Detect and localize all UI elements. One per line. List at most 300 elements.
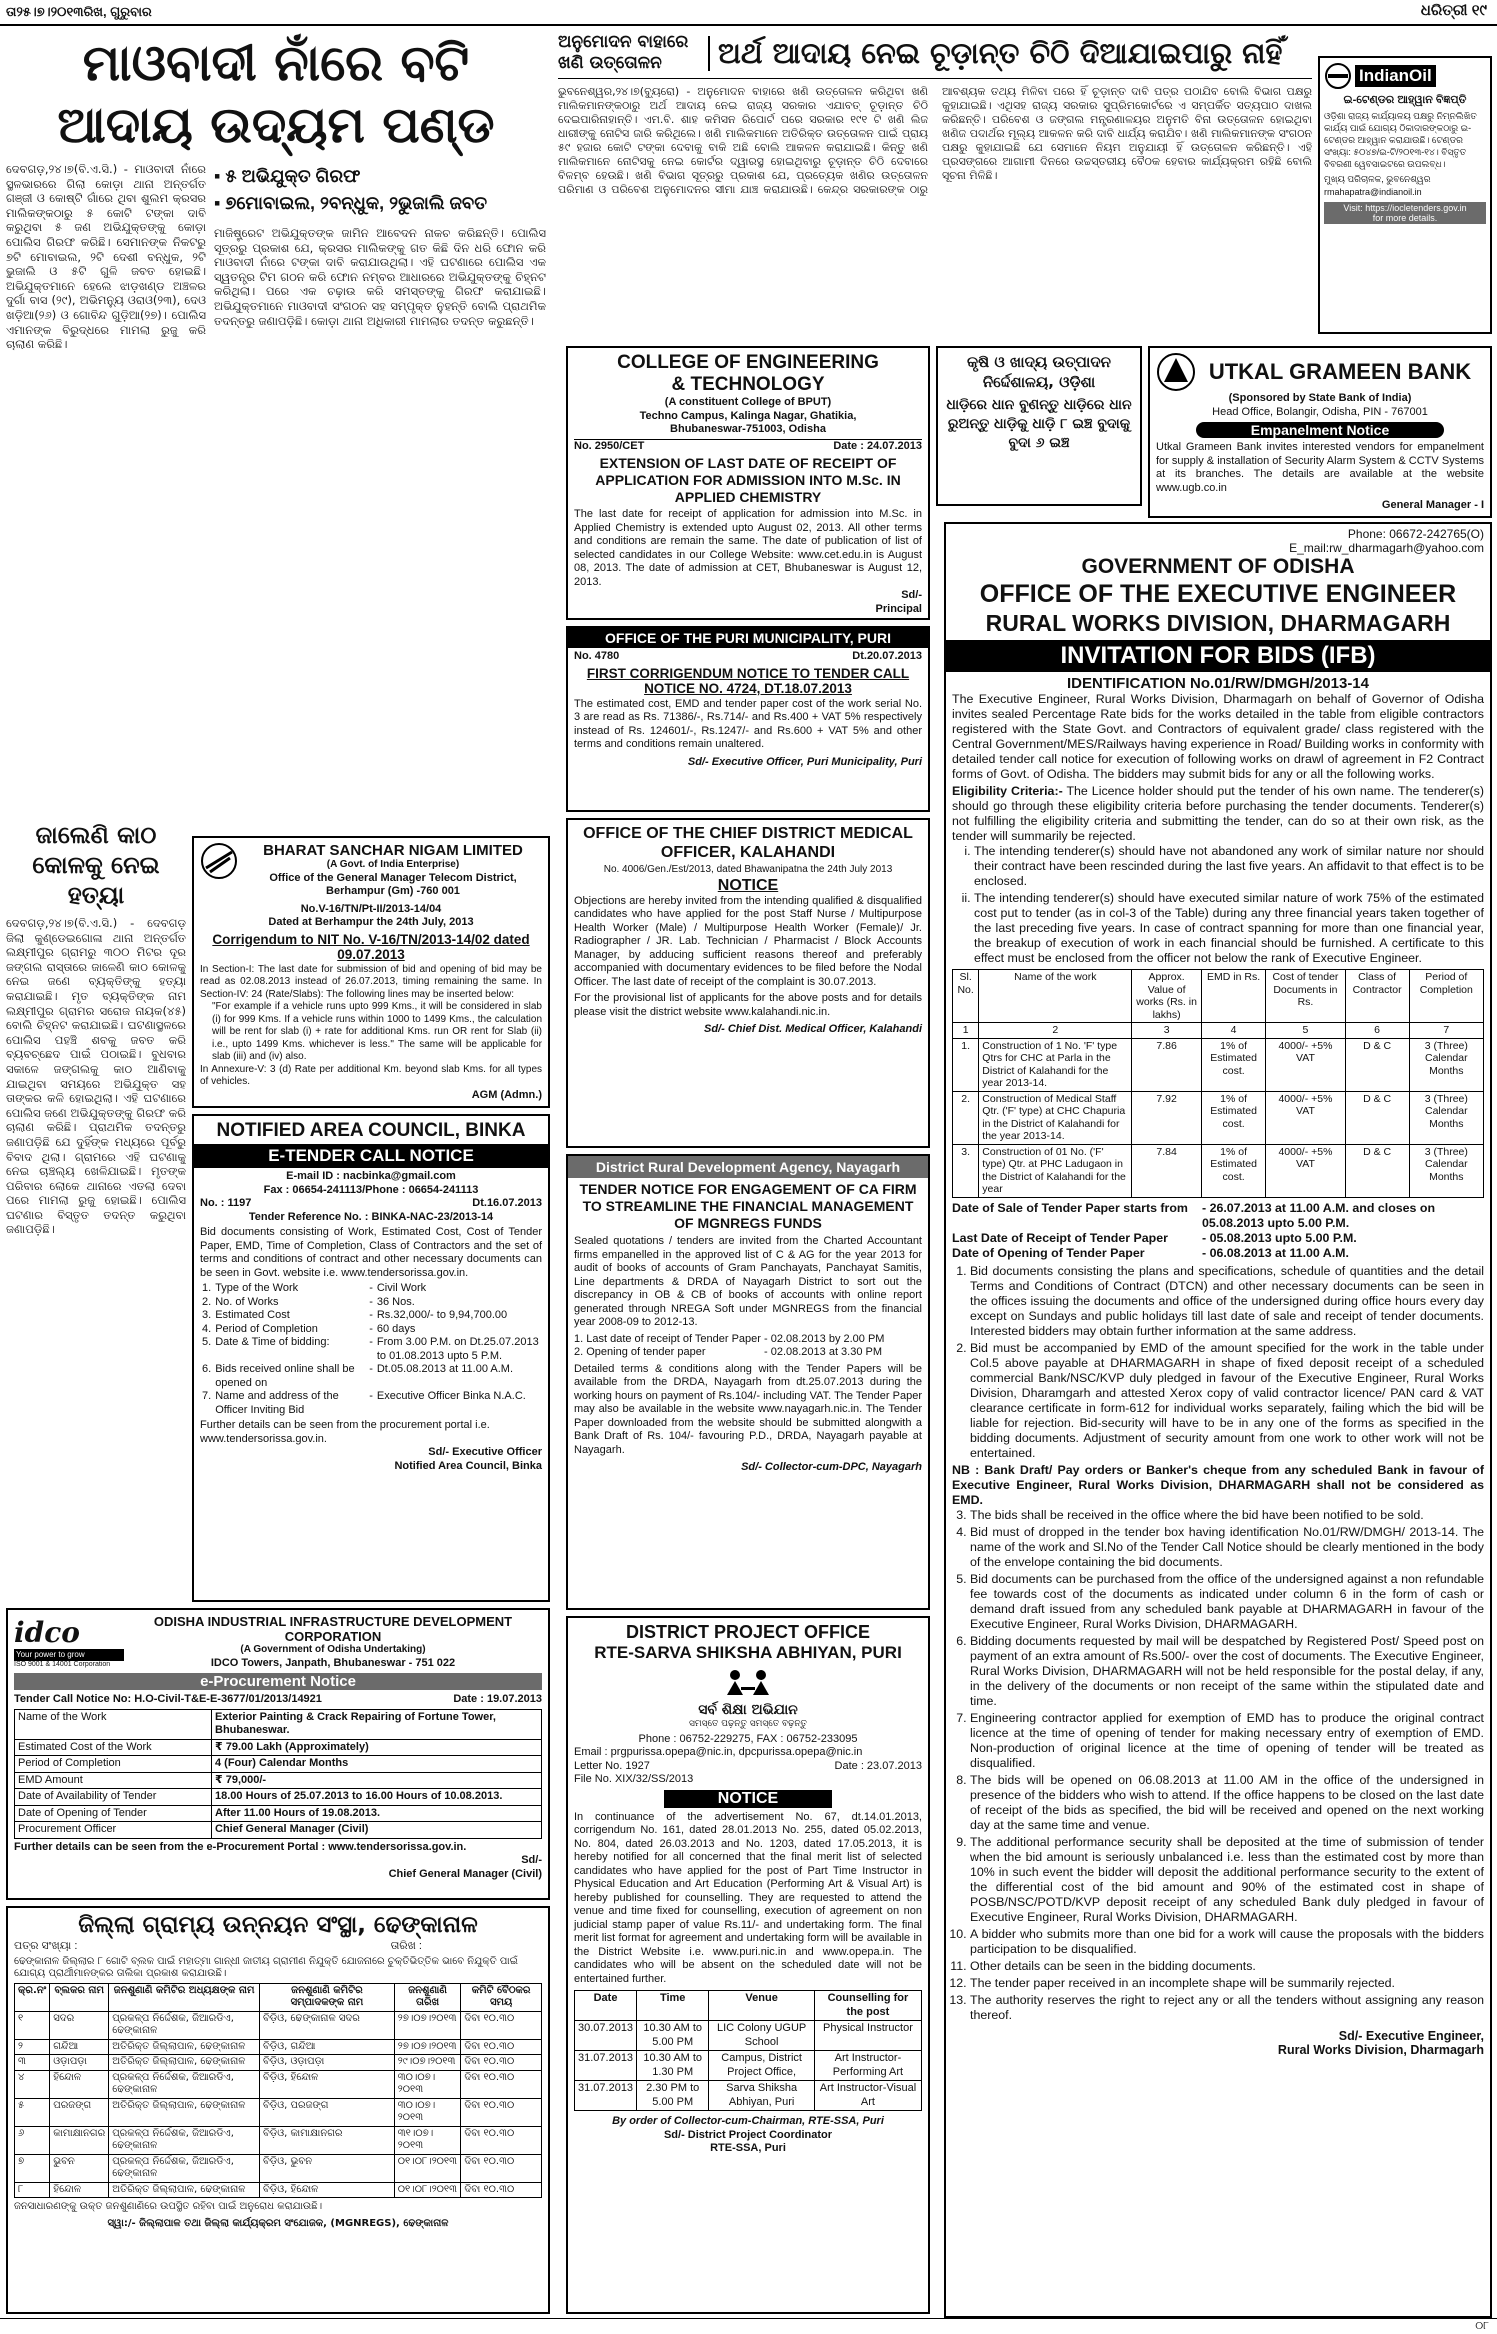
puri-muni-headline: FIRST CORRIGENDUM NOTICE TO TENDER CALL NOTICE NO. 4724, DT.18.07.2013 bbox=[586, 665, 910, 696]
idco-logo bbox=[14, 1616, 124, 1669]
bsnl-title: BHARAT SANCHAR NIGAM LIMITED bbox=[263, 842, 523, 859]
ssa-cell: 10.30 AM to 1.30 PM bbox=[637, 2051, 709, 2081]
binka-row-sep: - bbox=[369, 1363, 373, 1375]
rwd-cell: D & C bbox=[1345, 1144, 1409, 1197]
ssa-logo-icon bbox=[721, 1667, 775, 1697]
ssa-row bbox=[575, 2051, 922, 2081]
dhenkanal-cell: ଅତିରିକ୍ତ ଜିଲ୍ଲାପାଳ, ଢେଙ୍କାନାଳ bbox=[109, 2098, 260, 2126]
idco-row-value: ₹ 79.00 Lakh (Approximately) bbox=[212, 1739, 542, 1756]
rwd-cell: 2. bbox=[953, 1091, 979, 1144]
binka-row-label: Name and address of the Officer Inviting Bid bbox=[215, 1390, 339, 1416]
bsnl-body-1: In Section-I: The last date for submission of bid and opening of bid may be read as 02.08.2013 instead of 26.07.2013, timing remaining the same. In Section-IV: 24 (Rate/Slabs): The following lines may be inserted below: bbox=[200, 963, 542, 1000]
rwd-cell: 1. bbox=[953, 1038, 979, 1091]
bsnl-body-2: "For example if a vehicle runs upto 999 Kms., it will be considered in slab (i) for 999 Kms. If a vehicle runs within 1000 to 1499 Kms., the calculation will be rent for slab (i) + rate for additional Kms. run OR rent for Slab (ii) i.e., upto 1499 Kms. whichever is less." The same will be applicable for slab (iii) and (iv) also. bbox=[212, 1001, 542, 1062]
idco-row-value: After 11.00 Hours of 19.08.2013. bbox=[212, 1805, 542, 1822]
ssa-title-2: RTE-SARVA SHIKSHA ABHIYAN, PURI bbox=[594, 1643, 902, 1662]
ssa-date: Date : 23.07.2013 bbox=[834, 1759, 922, 1772]
dhenkanal-col-header: ବ୍ଲକର ନାମ bbox=[50, 1983, 109, 2011]
drda-item-2-value: - 02.08.2013 at 3.30 PM bbox=[764, 1346, 883, 1358]
dhenkanal-col-header: କ୍ର.ନଂ bbox=[15, 1983, 50, 2011]
rwd-table bbox=[952, 969, 1484, 1198]
binka-row-value: Civil Work bbox=[376, 1282, 427, 1294]
cdmo-notice bbox=[566, 818, 930, 1148]
lead-headline-2: ଆଦାୟ ଉଦ୍ୟମ ପଣ୍ଡ bbox=[57, 96, 495, 154]
ssa-cell: Physical Instructor bbox=[814, 2021, 921, 2051]
rwd-opening-label: Date of Opening of Tender Paper bbox=[952, 1245, 1145, 1260]
dhenkanal-cell: ଗନ୍ଦିଆ bbox=[50, 2039, 109, 2055]
binka-sign-1: Sd/- Executive Officer bbox=[428, 1446, 542, 1458]
dhenkanal-cell: ସଦର bbox=[50, 2011, 109, 2039]
indianoil-brand: IndianOil bbox=[1355, 65, 1436, 87]
puri-muni-body: The estimated cost, EMD and tender paper cost of the work serial No. 3 are read as Rs. 71386/-, Rs.714/- and Rs.400 + VAT 5% respectively instead of Rs. 124601/-, Rs.1247/- and Rs.600 + VAT 5% and other terms and conditions remain unaltered. bbox=[574, 697, 922, 750]
lead-para-1: ଦେବଗଡ଼,୨୪।୭(ବି.ଏ.ସି.) - ମାଓବାଦୀ ନାଁରେ ସ୍ଥଳଭାରରେ ଗିଲା କୋଡ଼ା ଥାନା ଅନ୍ତର୍ଗତ ଗଞ୍ଜୀ ଓ କୋଷ୍ଟି ଗାଁରେ ଥିବା ଶୁଲମ କ୍ରସର ମାଲିକଙ୍କଠାରୁ ୫ କୋଟି ଟଙ୍କା ଦାବି କରୁଥିବା ୫ ଜଣ ଅଭିଯୁକ୍ତଙ୍କୁ କୋଡ଼ା ପୋଲିସ ଗିରଫ କରିଛି। ସେମାନଙ୍କ ନିକଟରୁ ୭ଟି ମୋବାଇଲ, ୨ଟି ଦେଶୀ ବନ୍ଧୁକ, ୨ଟି ଭୁଜାଲି ଓ ୫ଟି ଗୁଳି ଜବତ ହୋଇଛି। ଅଭିଯୁକ୍ତମାନେ ହେଲେ ଝାଡ଼ଖଣ୍ଡ ଅଞ୍ଚଳର ଦୁର୍ଗା ବାସ (୨୯), ଅଭିମନ୍ୟୁ ଓରାଓ(୨୩), ଦେଓ ଖଡ଼ିଆ(୨୬) ଓ ଗୋବିନ୍ଦ ଗୁଡ଼ିଆ(୨୭)। ପୋଲିସ ଏମାନଙ୍କ ବିରୁଦ୍ଧରେ ମାମଲା ରୁଜୁ କରି ଚାଲାଣ କରିଛି। bbox=[6, 162, 206, 352]
binka-row-sep: - bbox=[369, 1390, 373, 1402]
dhenkanal-cell: ୪ bbox=[15, 2070, 50, 2098]
dhenkanal-cell: ୧ bbox=[15, 2011, 50, 2039]
idco-row bbox=[15, 1805, 542, 1822]
idco-table bbox=[14, 1709, 542, 1839]
bsnl-notice bbox=[192, 836, 550, 1108]
dhenkanal-cell: ହିନ୍ଦୋଳ bbox=[50, 2182, 109, 2198]
dhenkanal-cell: ୨୭।୦୭।୨୦୧୩ bbox=[394, 2011, 461, 2039]
dhenkanal-cell: ବିଡ଼ିଓ, ହିନ୍ଦୋଳ bbox=[260, 2182, 395, 2198]
binka-row-label: Estimated Cost bbox=[215, 1309, 290, 1321]
binka-no: No. : 1197 bbox=[200, 1197, 252, 1209]
idco-address: IDCO Towers, Janpath, Bhubaneswar - 751 022 bbox=[210, 1656, 456, 1669]
binka-row-label: Bids received online shall be opened on bbox=[215, 1363, 355, 1389]
binka-row bbox=[200, 1323, 542, 1337]
drda-body: Sealed quotations / tenders are invited from the Charted Accountant firms empanelled in the approved list of C & AG for the year 2013 for audit of books of accounts of Gram Panchayats, Panchayat Samitis, Line departments & DRDA of Nayagarh District to sort out the discrepancy in OB & CB of books of accounts with online report generated through NREGA Soft under MGNREGS from the financial year 2008-09 to 2012-13. bbox=[574, 1235, 922, 1328]
ssa-footer-1: By order of Collector-cum-Chairman, RTE-SSA, Puri bbox=[612, 2115, 884, 2127]
dhenkanal-cell: ଭୁବନ bbox=[50, 2154, 109, 2182]
dhenkanal-cell: ୨ bbox=[15, 2039, 50, 2055]
second-headline: ଜାଲେଣି କାଠ କୋଳକୁ ନେଇ ହତ୍ୟା bbox=[32, 821, 160, 909]
idco-sign-1: Sd/- bbox=[521, 1854, 542, 1866]
puri-muni-title: OFFICE OF THE PURI MUNICIPALITY, PURI bbox=[568, 628, 928, 648]
date-line: ତା୨୫।୭।୨୦୧୩ରିଖ, ଗୁରୁବାର bbox=[6, 4, 152, 19]
idco-row-label: Period of Completion bbox=[15, 1756, 212, 1773]
drda-headline: TENDER NOTICE FOR ENGAGEMENT OF CA FIRM TO STREAMLINE THE FINANCIAL MANAGEMENT OF MGNREGS FUNDS bbox=[579, 1181, 917, 1231]
rwd-ident: IDENTIFICATION No.01/RW/DMGH/2013-14 bbox=[1067, 675, 1369, 692]
idco-row bbox=[15, 1772, 542, 1789]
dhenkanal-intro: ଢେଙ୍କାନାଳ ଜିଲ୍ଲାର ୮ ଗୋଟି ବ୍ଲକ ପାଇଁ ମହାତ୍ମା ଗାନ୍ଧୀ ଜାତୀୟ ଗ୍ରାମୀଣ ନିଯୁକ୍ତି ଯୋଜନାରେ ଚୁକ୍ତିଭିତ୍ତିକ ଭାବେ ନିଯୁକ୍ତି ପାଇଁ ଯୋଗ୍ୟ ପ୍ରାର୍ଥୀମାନଙ୍କର ତାଲିକା ପ୍ରକାଶ କରାଯାଉଛି। bbox=[14, 1955, 518, 1979]
binka-row-num: 1. bbox=[202, 1282, 212, 1294]
ssa-body: In continuance of the advertisement No. 67, dt.14.01.2013, corrigendum No. 161, dated 28.01.2013 No. 255, dated 05.02.2013, No. 804, dated 26.03.2013 and No. 1203, dated 17.05.2013, it is hereby notified for all concerned that the final merit list of selected candidates who have applied for the post of Part Time Instructor in Physical Education and Art Education (Performing Art & Visual Art) is hereby published for counselling. They are requested to attend the venue and time fixed for counselling, execution of agreement on non judicial stamp paper of value Rs.11/- and undertaking form. The final merit list format for agreement and undertaking form will be available in the District Website i.e. www.puri.nic.in and www.opepa.in. The candidates who will be absent on the scheduled date will not be entertained further. bbox=[574, 1810, 922, 1985]
rwd-receipt-value: - 05.08.2013 upto 5.00 P.M. bbox=[1202, 1230, 1357, 1245]
ssa-col-header: Venue bbox=[709, 1991, 815, 2021]
rwd-cell: 1% of Estimated cost. bbox=[1201, 1091, 1265, 1144]
idco-footer: Further details can be seen from the e-Procurement Portal : www.tendersorissa.gov.in. bbox=[14, 1840, 467, 1853]
dhenkanal-cell: ଦିବା ୧୦.୩୦ bbox=[461, 2182, 542, 2198]
ssa-phone: Phone : 06752-229275, FAX : 06752-233095 bbox=[638, 1732, 858, 1745]
binka-row-value: 60 days bbox=[376, 1322, 416, 1335]
ssa-file: File No. XIX/32/SS/2013 bbox=[574, 1773, 694, 1785]
binka-row-sep: - bbox=[369, 1295, 373, 1308]
idco-row-value: ₹ 79,000/- bbox=[212, 1772, 542, 1789]
ssa-col-header: Time bbox=[637, 1991, 709, 2021]
cet-address-1: Techno Campus, Kalinga Nagar, Ghatikia, bbox=[639, 409, 857, 422]
dhenkanal-cell: ୩୦।୦୭।୨୦୧୩ bbox=[394, 2098, 461, 2126]
dhenkanal-date: ତାରିଖ : bbox=[390, 1940, 422, 1952]
drda-item-2: 2. Opening of tender paper bbox=[574, 1346, 706, 1358]
binka-date: Dt.16.07.2013 bbox=[472, 1197, 542, 1209]
idco-row-label: Procurement Officer bbox=[15, 1822, 212, 1839]
rwd-condition: 5. Bid documents can be purchased from the office of the undersigned against a non refundable fee towards cost of the documents as indicated under column 6 in the form of cash or demand draft issued from any scheduled bank payable at DHARMAGARH in favour of the Executive Engineer, Rural Works Division, DHARMAGARH. bbox=[970, 1572, 1484, 1632]
ssa-notice-label: NOTICE bbox=[664, 1790, 832, 1808]
idco-title: ODISHA INDUSTRIAL INFRASTRUCTURE DEVELOPMENT CORPORATION bbox=[153, 1614, 513, 1644]
indianoil-contact: ମୁଖ୍ୟ ପରିଚାଳକ, ଭୁବନେଶ୍ୱର bbox=[1324, 174, 1431, 184]
drda-body-2: Detailed terms & conditions along with the Tender Papers will be available from the DRDA, Nayagarh from dt.25.07.2013 during the working hours on payment of Rs.104/- including VAT. The Tender Paper may also be available in the website www.nayagarh.nic.in. The Tender Paper downloaded from the website should be submitted alongwith a Bank Draft of Rs. 104/- favouring P.D., DRDA, Nayagarh payable at Nayagarh. bbox=[574, 1362, 922, 1456]
cet-body: The last date for receipt of application for admission into M.Sc. in Applied Chemistry is extended upto August 02, 2013. All other terms and conditions are remain the same. The date of publication of list of selected candidates in our College Website: www.cet.edu.in is August 08, 2013. The date of admission at CET, Bhubaneswar is August 12, 2013. bbox=[574, 508, 922, 588]
indianoil-logo-icon bbox=[1324, 62, 1352, 90]
binka-row-num: 7. bbox=[202, 1390, 212, 1402]
ugb-notice-label: Empanelment Notice bbox=[1196, 422, 1444, 438]
dhenkanal-cell: ଦିବା ୧୦.୩୦ bbox=[461, 2039, 542, 2055]
ssa-footer-3: RTE-SSA, Puri bbox=[710, 2142, 786, 2154]
idco-date: Date : 19.07.2013 bbox=[453, 1693, 542, 1705]
lead-para-2: ମାଜିଷ୍ଟ୍ରେଟ ଅଭିଯୁକ୍ତଙ୍କ ଜାମିନ ଆବେଦନ ନାକଚ କରିଛନ୍ତି। ପୋଲିସ ସୂତ୍ରରୁ ପ୍ରକାଶ ଯେ, କ୍ରସର ମାଲିକଙ୍କୁ ଗତ କିଛି ଦିନ ଧରି ଫୋନ କରି ମାଓବାଦୀ ନାଁରେ ଟଙ୍କା ଦାବି କରାଯାଉଥିଲା। ଏହି ଘଟଣାରେ ପୋଲିସ ଏକ ସ୍ୱତନ୍ତ୍ର ଟିମ ଗଠନ କରି ଫୋନ ନମ୍ବର ଆଧାରରେ ଅଭିଯୁକ୍ତଙ୍କୁ ଚିହ୍ନଟ କରିଥିଲା। ପରେ ଏକ ଚଢ଼ାଉ କରି ସମସ୍ତଙ୍କୁ ଗିରଫ କରାଯାଇଛି। ଅଭିଯୁକ୍ତମାନେ ମାଓବାଦୀ ସଂଗଠନ ସହ ସମ୍ପୃକ୍ତ ନୁହନ୍ତି ବୋଲି ପ୍ରାଥମିକ ତଦନ୍ତରୁ ଜଣାପଡ଼ିଛି। କୋଡ଼ା ଥାନା ଅଧିକାରୀ ମାମଲାର ତଦନ୍ତ କରୁଛନ୍ତି। bbox=[214, 226, 546, 328]
rwd-col-number: 5 bbox=[1266, 1023, 1345, 1039]
rwd-condition: 10. A bidder who submits more than one bid for a work will cause the proposals with the bidders participation to be disqualified. bbox=[970, 1927, 1484, 1957]
rwd-condition: 8. The bids will be opened on 06.08.2013 at 11.00 AM in the office of the undersigned in presence of the bidders who wish to attend. If the office happens to be closed on the last date of receipt of the bids as specified, the bid will be received and opened on the next working day at the same time and venue. bbox=[970, 1773, 1484, 1833]
rwd-cell: Construction of 01 No. ('F' type) Qtr. at PHC Ladugaon in the District of Kalahandi for the year bbox=[979, 1144, 1132, 1197]
indianoil-visit bbox=[1324, 202, 1486, 224]
drda-title: District Rural Development Agency, Nayagarh bbox=[568, 1156, 928, 1178]
bsnl-ref: No.V-16/TN/Pt-II/2013-14/04 bbox=[300, 902, 442, 915]
rwd-cell: 7.84 bbox=[1132, 1144, 1202, 1197]
dhenkanal-cell: ୩୦।୦୭।୨୦୧୩ bbox=[394, 2070, 461, 2098]
binka-row-num: 4. bbox=[202, 1322, 212, 1335]
binka-row-label: No. of Works bbox=[215, 1295, 279, 1308]
dhenkanal-row bbox=[15, 2126, 542, 2154]
dhenkanal-cell: ଦିବା ୧୦.୩୦ bbox=[461, 2154, 542, 2182]
agri-notice bbox=[936, 346, 1142, 506]
dhenkanal-cell: ୨୭।୦୭।୨୦୧୩ bbox=[394, 2039, 461, 2055]
idco-row-value: 4 (Four) Calendar Months bbox=[212, 1756, 542, 1773]
rwd-intro: The Executive Engineer, Rural Works Division, Dharmagarh on behalf of Governor of Odisha invites sealed Percentage Rate bids for the works detailed in the table from eligible contractors registered with the State Govt. and Contractors of equivalent grade/ class registered with the Central Government/MES/Railways having experience in Road/ Building works in conformity with detailed tender call notice for execution of following works on drawl of agreement in F2 Contract forms of Govt. of Odisha. The bidders may submit bids for any or all the following works. bbox=[952, 692, 1484, 781]
rwd-nb: NB : Bank Draft/ Pay orders or Banker's cheque from any scheduled Bank in favour of Executive Engineer, Rural Works Division, DHARMAGARH shall not be considered as EMD. bbox=[952, 1462, 1484, 1507]
rwd-col-number: 4 bbox=[1201, 1023, 1265, 1039]
rwd-condition: 2. Bid must be accompanied by EMD of the amount specified for the work in the table under Col.5 above payable at DHARMAGARH in shape of fixed deposit receipt of a scheduled commercial Bank/NSC/KVP duly pledged in favour of the Executive Engineer, Rural Works Division, Dharamgarh and attested Xerox copy of valid contractor licence/ PAN card & VAT clearance certificate in form-612 for individual works separately, failing which the bid will be liable for rejection. Bid-security will have to be in any one of the forms as specified in the bidding documents. Adjustment of security amount from one work to other work will not be entertained. bbox=[970, 1341, 1484, 1461]
binka-notice bbox=[192, 1114, 550, 1602]
dhenkanal-cell: ହିନ୍ଦୋଳ bbox=[50, 2070, 109, 2098]
dhenkanal-cell: ଅତିରିକ୍ତ ଜିଲ୍ଲାପାଳ, ଢେଙ୍କାନାଳ bbox=[109, 2182, 260, 2198]
rwd-ifb: INVITATION FOR BIDS (IFB) bbox=[946, 640, 1490, 672]
binka-row-sep: - bbox=[369, 1336, 373, 1348]
rwd-phone: Phone: 06672-242765(O) bbox=[1347, 527, 1484, 541]
second-story bbox=[6, 820, 186, 1610]
idco-logo-iso: ISO 9001 & 14001 Corporation bbox=[14, 1661, 111, 1669]
binka-row-value: Dt.05.08.2013 at 11.00 A.M. bbox=[376, 1363, 514, 1375]
rwd-col-number: 6 bbox=[1345, 1023, 1409, 1039]
dhenkanal-cell: ଅତିରିକ୍ତ ଜିଲ୍ଲାପାଳ, ଢେଙ୍କାନାଳ bbox=[109, 2055, 260, 2071]
idco-row-value: Chief General Manager (Civil) bbox=[212, 1822, 542, 1839]
dhenkanal-cell: ପ୍ରକଳ୍ପ ନିର୍ଦ୍ଦେଶକ, ଜିଆରଡିଏ, ଢେଙ୍କାନାଳ bbox=[109, 2126, 260, 2154]
puri-muni-notice bbox=[566, 626, 930, 812]
binka-row bbox=[200, 1282, 542, 1296]
ssa-col-header: Counselling for the post bbox=[814, 1991, 921, 2021]
dhenkanal-row bbox=[15, 2055, 542, 2071]
rwd-office-1: OFFICE OF THE EXECUTIVE ENGINEER bbox=[979, 580, 1457, 608]
binka-row-label: Period of Completion bbox=[215, 1322, 318, 1335]
rwd-row bbox=[953, 1038, 1484, 1091]
cet-address-2: Bhubaneswar-751003, Odisha bbox=[670, 423, 826, 435]
second-text: ଦେବଗଡ଼,୨୪।୭(ବି.ଏ.ସି.) - ଦେବଗଡ଼ ଜିଲା କୁଣ୍ଡେଇଗୋଳା ଥାନା ଅନ୍ତର୍ଗତ ଲକ୍ଷ୍ମୀପୁର ଗ୍ରାମରୁ ୩୦୦ ମିଟର ଦୂର ଜଙ୍ଗଲ ରାସ୍ତାରେ ଜାଳେଣି କାଠ କୋଳକୁ ନେଇ ଜଣେ ବ୍ୟକ୍ତିଙ୍କୁ ହତ୍ୟା କରାଯାଇଛି। ମୃତ ବ୍ୟକ୍ତିଙ୍କ ନାମ ଲକ୍ଷ୍ମୀପୁର ଗ୍ରାମର ସରୋଜ ନାୟକ(୪୫) ବୋଲି ଚିହ୍ନଟ କରାଯାଇଛି। ଘଟଣାସ୍ଥଳରେ ପୋଲିସ ପହଞ୍ଚି ଶବକୁ ଜବତ କରି ବ୍ୟବଚ୍ଛେଦ ପାଇଁ ପଠାଇଛି। ବୁଧବାର ସକାଳେ ଜଙ୍ଗଲକୁ କାଠ ଆଣିବାକୁ ଯାଇଥିବା ସମୟରେ ଅଭିଯୁକ୍ତ ସହ ତାଙ୍କର କଳି ହୋଇଥିଲା। ଏହି ଘଟଣାରେ ପୋଲିସ ଜଣେ ଅଭିଯୁକ୍ତଙ୍କୁ ଗିରଫ କରି ଚାଲାଣ କରିଛି। ପ୍ରାଥମିକ ତଦନ୍ତରୁ ଜଣାପଡ଼ିଛି ଯେ ଦୁହିଁଙ୍କ ମଧ୍ୟରେ ପୂର୍ବରୁ ବିବାଦ ଥିଲା। ଗ୍ରାମରେ ଏହି ଘଟଣାକୁ ନେଇ ଚାଞ୍ଚଲ୍ୟ ଖେଳିଯାଇଛି। ମୃତଙ୍କ ପରିବାର ଲୋକେ ଥାନାରେ ଏତଲା ଦେବା ପରେ ମାମଲା ରୁଜୁ ହୋଇଛି। ପୋଲିସ ଘଟଣାର ବିସ୍ତୃତ ତଦନ୍ତ କରୁଥିବା ଜଣାପଡ଼ିଛି। bbox=[6, 916, 186, 1237]
drda-item-1-value: - 02.08.2013 by 2.00 PM bbox=[764, 1332, 885, 1345]
dhenkanal-cell: ବିଡ଼ିଓ, ଭୁବନ bbox=[260, 2154, 395, 2182]
top-headline: ଅର୍ଥ ଆଦାୟ ନେଇ ଚୂଡ଼ାନ୍ତ ଚିଠି ଦିଆଯାଇପାରୁ ନାହିଁ bbox=[708, 36, 1312, 71]
lead-sub-1: ▪ ୫ ଅଭିଯୁକ୍ତ ଗିରଫ bbox=[214, 166, 361, 186]
rwd-col-header: Approx. Value of works (Rs. in lakhs) bbox=[1132, 970, 1202, 1023]
rwd-cell: 1% of Estimated cost. bbox=[1201, 1038, 1265, 1091]
dhenkanal-cell: ପ୍ରକଳ୍ପ ନିର୍ଦ୍ଦେଶକ, ଜିଆରଡିଏ, ଢେଙ୍କାନାଳ bbox=[109, 2011, 260, 2039]
ssa-table bbox=[574, 1990, 922, 2111]
dhenkanal-cell: ୮ bbox=[15, 2182, 50, 2198]
dhenkanal-col-header: କମିଟି ବୈଠକର ସମୟ bbox=[461, 1983, 542, 2011]
binka-footer: Further details can be seen from the procurement portal i.e. www.tendersorissa.gov.in. bbox=[200, 1419, 490, 1445]
rwd-col-header: Sl. No. bbox=[953, 970, 979, 1023]
rwd-row bbox=[953, 1091, 1484, 1144]
ugb-title: UTKAL GRAMEEN BANK bbox=[1208, 359, 1472, 384]
binka-row bbox=[200, 1309, 542, 1323]
indianoil-title: ଇ-ଟେଣ୍ଡର ଆହ୍ୱାନ ବିଜ୍ଞପ୍ତି bbox=[1343, 94, 1467, 106]
binka-title: NOTIFIED AREA COUNCIL, BINKA bbox=[216, 1120, 526, 1141]
dhenkanal-memo: ପତ୍ର ସଂଖ୍ୟା : bbox=[14, 1940, 78, 1952]
rwd-condition: 4. Bid must of dropped in the tender box having identification No.01/RW/DMGH/ 2013-14. The name of the work and Sl.No of the Tender Call Notice should be clearly mentioned in the body of the envelope containing the bid documents. bbox=[970, 1525, 1484, 1570]
dhenkanal-note: ଜନସାଧାରଣଙ୍କୁ ଉକ୍ତ ଜନଶୁଣାଣିରେ ଉପସ୍ଥିତ ରହିବା ପାଇଁ ଅନୁରୋଧ କରାଯାଉଛି। bbox=[14, 2201, 323, 2212]
dhenkanal-cell: ଦିବା ୧୦.୩୦ bbox=[461, 2055, 542, 2071]
ssa-cell: 10.30 AM to 5.00 PM bbox=[637, 2021, 709, 2051]
rwd-cell: 4000/- +5% VAT bbox=[1266, 1038, 1345, 1091]
bsnl-sign: AGM (Admn.) bbox=[471, 1088, 542, 1101]
binka-row-sep: - bbox=[369, 1322, 373, 1335]
rwd-col-header: EMD in Rs. bbox=[1201, 970, 1265, 1023]
rwd-row bbox=[953, 1144, 1484, 1197]
dhenkanal-table bbox=[14, 1983, 542, 2199]
rwd-elig: The Licence holder should put the tender of his own name. The tenderer(s) should go through these eligibility criteria before purchasing the tender documents. Tenderer(s) not fulfilling the eligibility criteria and submitting the tender, can do so at their own risk, as the tender will summarily be rejected. bbox=[952, 784, 1484, 843]
rwd-condition: 12. The tender paper received in an incomplete shape will be summarily rejected. bbox=[970, 1976, 1484, 1991]
dhenkanal-cell: କାମାକ୍ଷାନଗର bbox=[50, 2126, 109, 2154]
dhenkanal-row bbox=[15, 2070, 542, 2098]
ssa-logo-text: ସର୍ବ ଶିକ୍ଷା ଅଭିଯାନ bbox=[698, 1702, 798, 1718]
bsnl-sub: (A Govt. of India Enterprise) bbox=[326, 859, 460, 870]
dhenkanal-row bbox=[15, 2098, 542, 2126]
idco-bar: e-Procurement Notice bbox=[14, 1673, 542, 1690]
ugb-logo-icon bbox=[1156, 352, 1196, 392]
binka-row-label: Date & Time of bidding: bbox=[215, 1336, 330, 1348]
ssa-row bbox=[575, 2021, 922, 2051]
bsnl-dated: Dated at Berhampur the 24th July, 2013 bbox=[268, 916, 474, 928]
dhenkanal-row bbox=[15, 2039, 542, 2055]
rwd-condition: 3. The bids shall be received in the office where the bid have been notified to be sold. bbox=[970, 1508, 1484, 1523]
masthead-bar bbox=[0, 0, 1497, 26]
cdmo-notice-label: NOTICE bbox=[717, 876, 779, 894]
rwd-sign-1: Sd/- Executive Engineer, bbox=[1338, 2028, 1484, 2043]
indianoil-visit-2: for more details. bbox=[1372, 213, 1438, 223]
rwd-elig-label: Eligibility Criteria:- bbox=[952, 784, 1063, 798]
idco-row-label: Date of Availability of Tender bbox=[15, 1789, 212, 1806]
dhenkanal-cell: ୩୧।୦୭।୨୦୧୩ bbox=[394, 2126, 461, 2154]
indianoil-body: ଓଡ଼ିଶା ରାଜ୍ୟ କାର୍ଯ୍ୟାଳୟ ପକ୍ଷରୁ ନିମ୍ନଲିଖିତ କାର୍ଯ୍ୟ ପାଇଁ ଯୋଗ୍ୟ ଠିକାଦାରଙ୍କଠାରୁ ଇ-ଟେଣ୍ଡର ଆହ୍ୱାନ କରାଯାଉଛି। ଟେଣ୍ଡର ସଂଖ୍ୟା: ୫୦୪୭/ଇ-ଟି/୨୦୧୩-୧୪। ବିସ୍ତୃତ ବିବରଣୀ ୱେବସାଇଟରେ ଉପଲବ୍ଧ। bbox=[1324, 111, 1477, 169]
dhenkanal-cell: ଦିବା ୧୦.୩୦ bbox=[461, 2070, 542, 2098]
binka-row bbox=[200, 1390, 542, 1417]
idco-logo-tag: Your power to grow bbox=[14, 1649, 124, 1662]
dhenkanal-cell: ୦୧।୦୮।୨୦୧୩ bbox=[394, 2182, 461, 2198]
rwd-cell: Construction of Medical Staff Qtr. ('F' type) at CHC Chapuria in the District of Kalahandi for the year 2013-14. bbox=[979, 1091, 1132, 1144]
cdmo-body: Objections are hereby invited from the intending qualified & disqualified candidates who have applied for the post Staff Nurse / Multipurpose Health Worker (Male) / Multipurpose Health Worker (Female)/ Jr. Radiographer / JR. Lab. Technician / Pharmacist / Block Accounts Manager, by adducing sufficient reasons thereof and preferably accompanied with documentary evidences to be filed before the Nodal Officer. The last date of receipt of the complaint is 30.07.2013. bbox=[574, 894, 922, 988]
puri-muni-date: Dt.20.07.2013 bbox=[852, 650, 922, 662]
binka-ref: Tender Reference No. : BINKA-NAC-23/2013-14 bbox=[248, 1210, 494, 1223]
dhenkanal-col-header: ଜନଶୁଣାଣି ତାରିଖ bbox=[394, 1983, 461, 2011]
ssa-notice bbox=[566, 1616, 930, 2314]
rwd-condition: 13. The authority reserves the right to reject any or all the tenders without assigning any reason thereof. bbox=[970, 1993, 1484, 2023]
ssa-title-1: DISTRICT PROJECT OFFICE bbox=[625, 1622, 870, 1642]
binka-row-sep: - bbox=[369, 1282, 373, 1294]
dhenkanal-row bbox=[15, 2011, 542, 2039]
ssa-col-header: Date bbox=[575, 1991, 637, 2021]
rwd-elig-item: i. The intending tenderer(s) should have not abandoned any work of similar nature nor should their contract have been rescinded during the last five years. An affidavit to that effect is to be enclosed. bbox=[974, 844, 1484, 889]
lead-sub-2: ▪ ୭ମୋବାଇଲ, ୨ବନ୍ଧୁକ, ୨ଭୁଜାଲି ଜବତ bbox=[214, 193, 488, 213]
puri-muni-no: No. 4780 bbox=[574, 650, 620, 662]
rwd-col-number: 7 bbox=[1409, 1023, 1483, 1039]
bsnl-body-3: In Annexure-V: 3 (d) Rate per additional Km. beyond slab Kms. for all types of vehicles. bbox=[200, 1063, 542, 1087]
dhenkanal-cell: ଦିବା ୧୦.୩୦ bbox=[461, 2011, 542, 2039]
idco-notice-no: Tender Call Notice No: H.O-Civil-T&E-E-3677/01/2013/14921 bbox=[14, 1693, 322, 1705]
dhenkanal-cell: ବିଡ଼ିଓ, ଓଡ଼ାପଡ଼ା bbox=[260, 2055, 395, 2071]
binka-row-label: Type of the Work bbox=[215, 1282, 299, 1294]
binka-row-num: 5. bbox=[202, 1336, 212, 1348]
cdmo-title: OFFICE OF THE CHIEF DISTRICT MEDICAL OFFICER, KALAHANDI bbox=[583, 825, 913, 861]
ugb-office: Head Office, Bolangir, Odisha, PIN - 767001 bbox=[1212, 405, 1428, 418]
dhenkanal-cell: ୩ bbox=[15, 2055, 50, 2071]
idco-row bbox=[15, 1822, 542, 1839]
rwd-col-number: 2 bbox=[979, 1023, 1132, 1039]
ssa-cell: 2.30 PM to 5.00 PM bbox=[637, 2081, 709, 2111]
dhenkanal-cell: ପ୍ରକଳ୍ପ ନିର୍ଦ୍ଦେଶକ, ଜିଆରଡିଏ, ଢେଙ୍କାନାଳ bbox=[109, 2154, 260, 2182]
rwd-cell: 3. bbox=[953, 1144, 979, 1197]
cet-sign-2: Principal bbox=[875, 602, 922, 615]
binka-row-value: From 3.00 P.M. on Dt.25.07.2013 to 01.08.2013 upto 5 P.M. bbox=[376, 1336, 539, 1362]
dhenkanal-cell: ୦୧।୦୮।୨୦୧୩ bbox=[394, 2154, 461, 2182]
ssa-footer-2: Sd/- District Project Coordinator bbox=[663, 2128, 833, 2141]
page-footer bbox=[0, 2318, 1497, 2334]
rwd-condition: 11. Other details can be seen in the bidding documents. bbox=[970, 1959, 1484, 1974]
bsnl-office-1: Office of the General Manager Telecom District, bbox=[269, 871, 517, 884]
lead-story bbox=[6, 32, 546, 822]
dhenkanal-cell: ବିଡ଼ିଓ, ପରଜଙ୍ଗ bbox=[260, 2098, 395, 2126]
idco-logo-text: idco bbox=[14, 1615, 80, 1649]
bsnl-office-2: Berhampur (Gm) -760 001 bbox=[326, 885, 460, 897]
dhenkanal-row bbox=[15, 2154, 542, 2182]
binka-row bbox=[200, 1363, 542, 1390]
ssa-logo-sub: ସମସ୍ତେ ପଢ଼ନ୍ତୁ ସମସ୍ତେ ବଢ଼ନ୍ତୁ bbox=[689, 1719, 807, 1729]
rwd-col-number: 1 bbox=[953, 1023, 979, 1039]
rwd-col-number: 3 bbox=[1132, 1023, 1202, 1039]
dhenkanal-cell: ପରଜଙ୍ଗ bbox=[50, 2098, 109, 2126]
dhenkanal-title: ଜିଲ୍ଲା ଗ୍ରାମ୍ୟ ଉନ୍ନୟନ ସଂସ୍ଥା, ଢେଙ୍କାନାଳ bbox=[78, 1912, 478, 1938]
binka-row bbox=[200, 1296, 542, 1310]
idco-row-label: Estimated Cost of the Work bbox=[15, 1739, 212, 1756]
binka-fax: Fax : 06654-241113/Phone : 06654-241113 bbox=[263, 1183, 479, 1196]
dhenkanal-cell: ଓଡ଼ାପଡ଼ା bbox=[50, 2055, 109, 2071]
lead-headline-1: ମାଓବାଦୀ ନାଁରେ ବଟି bbox=[82, 34, 470, 92]
dhenkanal-col-header: ଜନଶୁଣାଣି କମିଟିର ସମ୍ପାଦକଙ୍କ ନାମ bbox=[260, 1983, 395, 2011]
rwd-cell: 4000/- +5% VAT bbox=[1266, 1091, 1345, 1144]
dhenkanal-cell: ବିଡ଼ିଓ, ଢେଙ୍କାନାଳ ସଦର bbox=[260, 2011, 395, 2039]
drda-sign: Sd/- Collector-cum-DPC, Nayagarh bbox=[741, 1461, 922, 1473]
agri-title: କୃଷି ଓ ଖାଦ୍ୟ ଉତ୍ପାଦନ ନିର୍ଦ୍ଦେଶାଳୟ, ଓଡ଼ିଶା bbox=[967, 353, 1111, 391]
ssa-cell: 30.07.2013 bbox=[575, 2021, 637, 2051]
rwd-condition: 7. Engineering contractor applied for exemption of EMD has to produce the original contract licence at the time of opening of tender for making necessary entry of exemption of EMD. Non-production of original licence at the time of opening of tender will be treated as disqualified. bbox=[970, 1711, 1484, 1771]
rwd-cell: 7.86 bbox=[1132, 1038, 1202, 1091]
cet-title-1: COLLEGE OF ENGINEERING bbox=[617, 352, 879, 373]
rwd-col-header: Period of Completion bbox=[1409, 970, 1483, 1023]
rwd-sale-label: Date of Sale of Tender Paper starts from bbox=[952, 1200, 1188, 1215]
ssa-cell: 31.07.2013 bbox=[575, 2081, 637, 2111]
rwd-cell: 4000/- +5% VAT bbox=[1266, 1144, 1345, 1197]
cet-date: Date : 24.07.2013 bbox=[833, 439, 922, 452]
rwd-condition: 6. Bidding documents requested by mail will be despatched by Registered Post/ Speed post on payment of an extra amount of Rs.500/- over the cost of documents. The Executive Engineer, Rural Works Division, DHARMAGARH will not be held responsible for the postal delay, if any, in the delivery of the documents or non receipt of the same within the stipulated date and time. bbox=[970, 1634, 1484, 1709]
page-number: ୦୮ bbox=[1475, 2320, 1489, 2332]
rwd-col-header: Name of the work bbox=[979, 970, 1132, 1023]
binka-row-sep: - bbox=[369, 1309, 373, 1321]
dhenkanal-col-header: ଜନଶୁଣାଣି କମିଟିର ଅଧ୍ୟକ୍ଷଙ୍କ ନାମ bbox=[109, 1983, 260, 2011]
cet-headline: EXTENSION OF LAST DATE OF RECEIPT OF APPLICATION FOR ADMISSION INTO M.Sc. IN APPLIED CHEMISTRY bbox=[595, 455, 901, 505]
indianoil-email: rmahapatra@indianoil.in bbox=[1324, 186, 1422, 197]
indianoil-visit-1: Visit: https://iocletenders.gov.in bbox=[1343, 203, 1467, 213]
dhenkanal-row bbox=[15, 2182, 542, 2198]
idco-row bbox=[15, 1709, 542, 1739]
rwd-cell: D & C bbox=[1345, 1091, 1409, 1144]
binka-bar: E-TENDER CALL NOTICE bbox=[194, 1144, 548, 1168]
cdmo-ref: No. 4006/Gen./Est/2013, dated Bhawanipatna the 24th July 2013 bbox=[603, 864, 893, 875]
ugb-sign: General Manager - I bbox=[1381, 499, 1484, 511]
rwd-cell: 3 (Three) Calendar Months bbox=[1409, 1144, 1483, 1197]
dhenkanal-cell: ୭ bbox=[15, 2154, 50, 2182]
dhenkanal-cell: ଅତିରିକ୍ତ ଜିଲ୍ଲାପାଳ, ଢେଙ୍କାନାଳ bbox=[109, 2039, 260, 2055]
cet-no: No. 2950/CET bbox=[574, 439, 645, 452]
rwd-notice bbox=[944, 522, 1492, 2318]
binka-email: E-mail ID : nacbinka@gmail.com bbox=[286, 1170, 456, 1182]
ssa-cell: Art Instructor-Performing Art bbox=[814, 2051, 921, 2081]
binka-row-value: Executive Officer Binka N.A.C. bbox=[376, 1390, 526, 1402]
dhenkanal-cell: ଦିବା ୧୦.୩୦ bbox=[461, 2126, 542, 2154]
ssa-cell: 31.07.2013 bbox=[575, 2051, 637, 2081]
ssa-email: Email : prgpurissa.opepa@nic.in, dpcpurissa.opepa@nic.in bbox=[574, 1746, 863, 1758]
top-text: ଭୁବନେଶ୍ୱର,୨୪।୭(ବ୍ୟୁରୋ) - ଅନୁମୋଦନ ବାହାରେ ଖଣି ଉତ୍ତୋଳନ କରିଥିବା ଖଣି ମାଲିକମାନଙ୍କଠାରୁ ଅର୍ଥ ଆଦାୟ ନେଇ ରାଜ୍ୟ ସରକାର ଏଯାବତ୍ ଚୂଡ଼ାନ୍ତ ଚିଠି ଦେଇପାରିନାହାନ୍ତି। ଏମ.ବି. ଶାହ କମିସନ ରିପୋର୍ଟ ପରେ ସରକାର ୧୯୧ ଟି ଖଣି ଲିଜ ଧାରୀଙ୍କୁ ନୋଟିସ ଜାରି କରିଥିଲେ। ଖଣି ମାଲିକମାନେ ଅତିରିକ୍ତ ଉତ୍ତୋଳନ ପାଇଁ ପ୍ରାୟ ୫୯ ହଜାର କୋଟି ଟଙ୍କା ଦେବାକୁ ବାକି ଅଛି ବୋଲି ଆକଳନ କରାଯାଇଛି। କିନ୍ତୁ ଖଣି ମାଲିକମାନେ ନୋଟିସକୁ ନେଇ କୋର୍ଟର ଦ୍ୱାରସ୍ଥ ହୋଇଥିବାରୁ ଚୂଡ଼ାନ୍ତ ଚିଠି ଦେବାରେ ବିଳମ୍ବ ହେଉଛି। ଖଣି ବିଭାଗ ସୂତ୍ରରୁ ପ୍ରକାଶ ଯେ, ପ୍ରତ୍ୟେକ ଖଣିର ଉତ୍ତୋଳନ ପରିମାଣ ଓ ପରିବେଶ ଅନୁମୋଦନର ସୀମା ଯାଞ୍ଚ କରାଯାଉଛି। କେନ୍ଦ୍ର ସରକାରଙ୍କ ଠାରୁ ଆବଶ୍ୟକ ତଥ୍ୟ ମିଳିବା ପରେ ହିଁ ଚୂଡ଼ାନ୍ତ ଦାବି ପତ୍ର ପଠାଯିବ ବୋଲି ବିଭାଗ ପକ୍ଷରୁ କୁହାଯାଇଛି। ଏଥିସହ ରାଜ୍ୟ ସରକାର ସୁପ୍ରିମକୋର୍ଟରେ ଏ ସମ୍ପର୍କିତ ସତ୍ୟପାଠ ଦାଖଲ କରିଛନ୍ତି। ପରିବେଶ ଓ ଜଙ୍ଗଲ ମନ୍ତ୍ରଣାଳୟର ଅନୁମତି ବିନା ଉତ୍ତୋଳନ ହୋଇଥିବା ଖଣିଜ ପଦାର୍ଥର ମୂଲ୍ୟ ଆକଳନ କରି ଦାବି ଧାର୍ଯ୍ୟ କରାଯିବ। ଖଣି ମାଲିକମାନଙ୍କ ସଂଗଠନ ପକ୍ଷରୁ କୁହାଯାଇଛି ଯେ ସେମାନେ ନିୟମ ଅନୁଯାୟୀ ହିଁ ଉତ୍ତୋଳନ କରିଛନ୍ତି। ଏହି ପ୍ରସଙ୍ଗରେ ଆଗାମୀ ଦିନରେ ଉଚ୍ଚସ୍ତରୀୟ ବୈଠକ ହେବାର କାର୍ଯ୍ୟକ୍ରମ ରହିଛି ବୋଲି ସୂଚନା ମିଳିଛି। bbox=[558, 85, 1312, 196]
binka-row-value: 36 Nos. bbox=[376, 1295, 415, 1308]
bsnl-logo-icon bbox=[200, 842, 238, 880]
rwd-elig-item: ii. The intending tenderer(s) should have executed similar nature of work 75% of the estimated cost put to tender (as in col-3 of the Table) during any three financial years taken together of the last preceding five years. In case of contract spanning for more than one financial year, the breakup of execution of work in each financial should be furnished. A certificate to this effect must be enclosed from the officer not below the rank of Executive Engineer. bbox=[974, 891, 1484, 966]
binka-row-value: Rs.32,000/- to 9,94,700.00 bbox=[376, 1309, 508, 1321]
rwd-condition: 9. The additional performance security shall be deposited at the time of submission of tender when the bid amount is seriously unbalanced i.e. less than the estimated cost by more than 10% in such event the bidder will deposit the additional performance security to the extent of the differential cost of the bid amount and 90% of the estimated cost in shape of POSB/NSC/POTD/KVP deposit receipt of any scheduled Bank duly pledged in favour of Executive Engineer, Rural Works Division, DHARMAGARH. bbox=[970, 1835, 1484, 1925]
cet-constituent: (A constituent College of BPUT) bbox=[664, 396, 832, 408]
binka-intro: Bid documents consisting of Work, Estimated Cost, Cost of Tender Paper, EMD, Time of Completion, Class of Contractors and the set of terms and conditions of contract and other necessary documents can be seen in Govt. website i.e. www.tendersorissa.gov.in. bbox=[200, 1226, 542, 1279]
cet-title-2: & TECHNOLOGY bbox=[671, 374, 825, 395]
bsnl-headline: Corrigendum to NIT No. V-16/TN/2013-14/02 dated 09.07.2013 bbox=[212, 931, 530, 962]
cdmo-body-2: For the provisional list of applicants for the above posts and for details please visit the district website www.kalahandi.nic.in. bbox=[574, 992, 922, 1018]
binka-table bbox=[200, 1282, 542, 1417]
binka-row-num: 3. bbox=[202, 1309, 212, 1321]
agri-slogan: ଧାଡ଼ିରେ ଧାନ ବୁଣନ୍ତୁ ଧାଡ଼ିରେ ଧାନ ରୁଅନ୍ତୁ ଧାଡ଼ିକୁ ଧାଡ଼ି ୮ ଇଞ୍ଚ ବୁଦାକୁ ବୁଦା ୬ ଇଞ୍ଚ bbox=[946, 397, 1132, 451]
binka-row-num: 6. bbox=[202, 1363, 212, 1375]
binka-row bbox=[200, 1336, 542, 1363]
idco-notice bbox=[6, 1608, 550, 1900]
rwd-gov: GOVERNMENT OF ODISHA bbox=[1081, 555, 1355, 578]
cet-notice bbox=[566, 346, 930, 620]
dhenkanal-cell: ୬ bbox=[15, 2126, 50, 2154]
idco-row bbox=[15, 1789, 542, 1806]
